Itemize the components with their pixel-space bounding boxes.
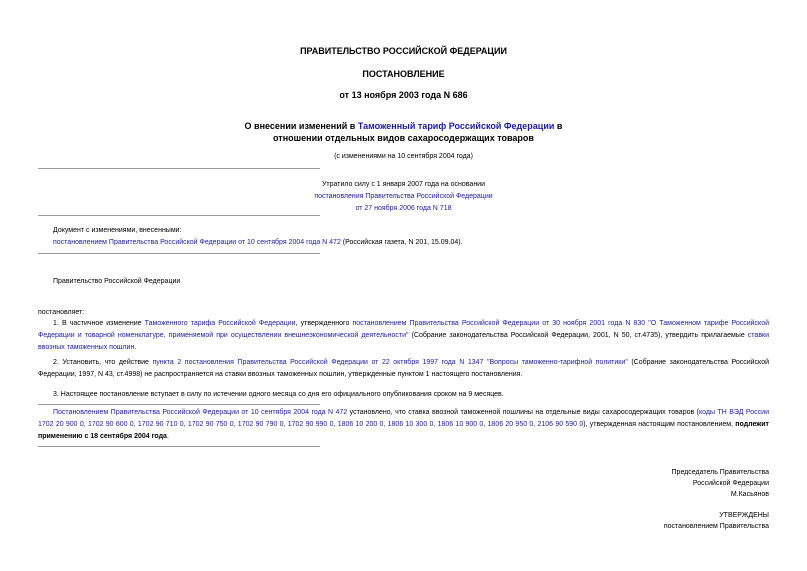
effective-date-bold: подлежит применению с 18 сентября 2004 года [38,421,769,440]
import-duty-rates-link[interactable]: ставки ввозных таможенных пошлин [38,332,770,351]
expiry-decree-link-line1[interactable]: постановления Правительства Российской Федерации [314,193,493,200]
approved-by: постановлением Правительства [663,523,769,530]
signature-position: Председатель Правительства [671,469,769,476]
p1-text: 1. В частичное изменение [53,320,145,327]
expired-line1: Утратило силу с 1 января 2007 года на основании [321,181,486,188]
signature-country: Российской Федерации [692,480,769,487]
p1-text: (Собрание законодательства Российской Федерации, 2001, N 50, ст.4735), утвердить прилагаемые [408,332,748,339]
title-line2: отношении отдельных видов сахаросодержащих товаров [273,133,534,143]
amendment-decree-link[interactable]: постановлением Правительства Российской Федерации от 10 сентября 2004 года N 472 [53,239,341,246]
note-text: ), утвержденная настоящим постановлением, [583,421,736,428]
amendment-note [38,407,769,443]
paragraph-3: 3. Настоящее постановление вступает в силу по истечении одного месяца со дня его официального опубликования сроком на 9 месяцев. [53,391,504,398]
title-prefix: О внесении изменений в [244,121,358,131]
p2-text: (Собрание законодательства Российской Федерации, 1997, N 43, ст.4998) не распространяется на ставки ввозных таможенных пошлин, утвержденные пунктом 1 настоящего постановления. [38,359,769,378]
tn-ved-codes-link[interactable]: коды ТН ВЭД России 1702 20 900 0, 1702 90 600 0, 1702 90 710 0, 1702 90 750 0, 1702 90 790 0, 1702 90 990 0, 1806 10 200 0, 1806 10 300 0, 1806 10 900 0, 1806 20 950 0, 2106 90 590 0 [38,409,769,428]
approved-label: УТВЕРЖДЕНЫ [719,512,769,519]
amendments-line [53,237,463,249]
divider [38,215,320,216]
p1-text: , утвержденного [295,320,353,327]
note-text: установлено, что ставка ввозной таможенной пошлины на отдельные виды сахаросодержащих товаров ( [347,409,699,416]
customs-tariff-title-link[interactable]: Таможенный тариф Российской Федерации [357,121,555,131]
signature-block [672,467,769,500]
decree-830-link[interactable]: постановлением Правительства Российской Федерации от 30 ноября 2001 года N 830 "О Таможенном тарифе Российской Федерации и товарной номенклатуре, применяемой при осуществлении внешнеэкономической деятельности" [38,320,770,339]
expired-note [0,179,807,215]
expiry-decree-link-line2[interactable]: от 27 ноября 2006 года N 718 [355,205,452,212]
approved-block [664,510,769,532]
p1-text: . [134,344,137,351]
divider [38,404,320,405]
title-suffix: в [554,121,563,131]
revision-note: (с изменениями на 10 сентября 2004 года) [334,153,473,160]
document-title [0,120,807,144]
document-type-heading: ПОСТАНОВЛЕНИЕ [362,69,445,79]
amendment-source: (Российская газета, N 201, 15.09.04). [340,239,463,246]
issuer: Правительство Российской Федерации [53,278,181,285]
customs-tariff-link[interactable]: Таможенного тарифа Российской Федерации [144,320,296,327]
decrees-label: постановляет: [38,309,85,316]
signature-name: М.Касьянов [730,491,769,498]
p2-text: 2. Установить, что действие [53,359,153,366]
amendments-label: Документ с изменениями, внесенными: [53,227,182,234]
divider [38,253,320,254]
paragraph-1 [38,318,769,354]
document-date-number: от 13 ноября 2003 года N 686 [339,90,468,100]
divider [38,446,320,447]
decree-472-link[interactable]: Постановлением Правительства Российской Федерации от 10 сентября 2004 года N 472 [53,409,348,416]
decree-1347-link[interactable]: пункта 2 постановления Правительства Российской Федерации от 22 октября 1997 года N 1347 "Вопросы таможенно-тарифной политики" [152,359,628,366]
note-text: . [166,433,169,440]
paragraph-2 [38,357,769,381]
government-heading: ПРАВИТЕЛЬСТВО РОССИЙСКОЙ ФЕДЕРАЦИИ [300,46,507,56]
divider [38,168,320,169]
